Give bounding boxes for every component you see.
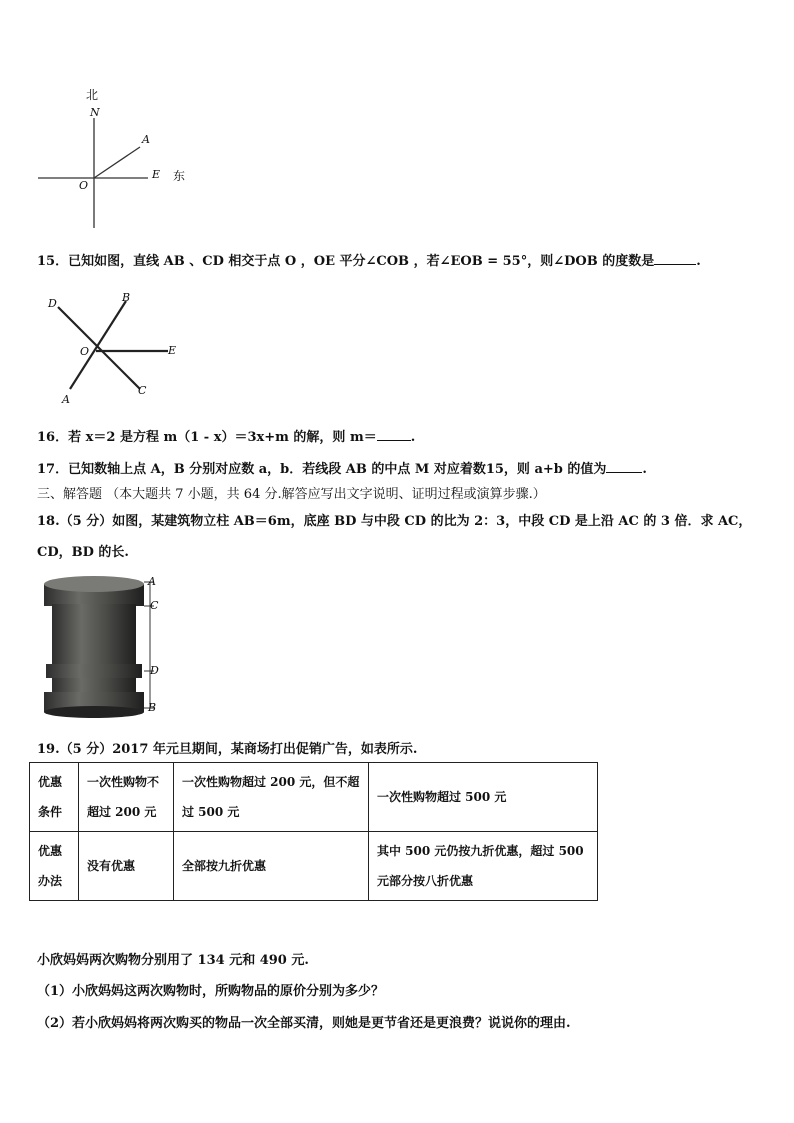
d-label: D: [150, 664, 159, 677]
question-16: 16．若 x＝2 是方程 m（1 - x）＝3x+m 的解，则 m＝ .: [37, 430, 416, 445]
purchase-info: 小欣妈妈两次购物分别用了 134 元和 490 元.: [37, 953, 309, 968]
e-label: E: [152, 168, 161, 181]
answer-blank: [654, 252, 696, 265]
table-row: [30, 763, 598, 832]
a-label: A: [62, 393, 70, 406]
n-label: N: [90, 106, 100, 119]
answer-blank: [377, 428, 411, 441]
a-label: A: [148, 575, 156, 588]
d-label: D: [48, 297, 57, 310]
north-chinese-label: 北: [86, 88, 99, 102]
table-cell: 没有优惠: [79, 832, 174, 901]
table-row: [30, 832, 598, 901]
question-17: 17．已知数轴上点 A，B 分别对应数 a，b．若线段 AB 的中点 M 对应着数15，则 a+b 的值为 .: [37, 462, 647, 477]
sub-question-2: （2）若小欣妈妈将两次购买的物品一次全部买清，则她是更节省还是更浪费？说说你的理由.: [37, 1016, 571, 1031]
question-15: 15．已知如图，直线 AB 、CD 相交于点 O ，OE 平分∠COB ，若∠EOB = 55°，则∠DOB 的度数是 .: [37, 254, 701, 269]
promotion-table: [29, 762, 598, 901]
b-label: B: [148, 701, 157, 714]
sub-question-1: （1）小欣妈妈这两次购物时，所购物品的原价分别为多少？: [37, 984, 385, 999]
question-19: 19.（5 分）2017 年元旦期间，某商场打出促销广告，如表所示.: [37, 742, 418, 757]
o-label: O: [80, 345, 90, 358]
compass-figure: [30, 80, 200, 230]
c-label: C: [138, 384, 147, 397]
column-figure: [38, 574, 168, 720]
row-header: 优惠条件: [30, 763, 79, 832]
o-label: O: [79, 179, 89, 192]
answer-blank: [606, 460, 642, 473]
table-cell: 全部按九折优惠: [174, 832, 369, 901]
e-label: E: [168, 344, 177, 357]
row-header: 优惠办法: [30, 832, 79, 901]
table-cell: 一次性购物超过 500 元: [369, 763, 598, 832]
east-chinese-label: 东: [173, 169, 186, 183]
question-18-line-2: CD，BD 的长.: [37, 545, 129, 560]
b-label: B: [122, 291, 131, 304]
c-label: C: [150, 599, 159, 612]
table-cell: 一次性购物超过 200 元，但不超过 500 元: [174, 763, 369, 832]
question-18-line-1: 18.（5 分）如图，某建筑物立柱 AB＝6m，底座 BD 与中段 CD 的比为 2：3，中段 CD 是上沿 AC 的 3 倍．求 AC，: [37, 514, 752, 529]
a-label: A: [142, 133, 150, 146]
table-cell: 一次性购物不超过 200 元: [79, 763, 174, 832]
table-cell: 其中 500 元仍按九折优惠，超过 500 元部分按八折优惠: [369, 832, 598, 901]
section-heading: 三、解答题 （本大题共 7 小题，共 64 分.解答应写出文字说明、证明过程或演算步骤.）: [37, 487, 546, 502]
